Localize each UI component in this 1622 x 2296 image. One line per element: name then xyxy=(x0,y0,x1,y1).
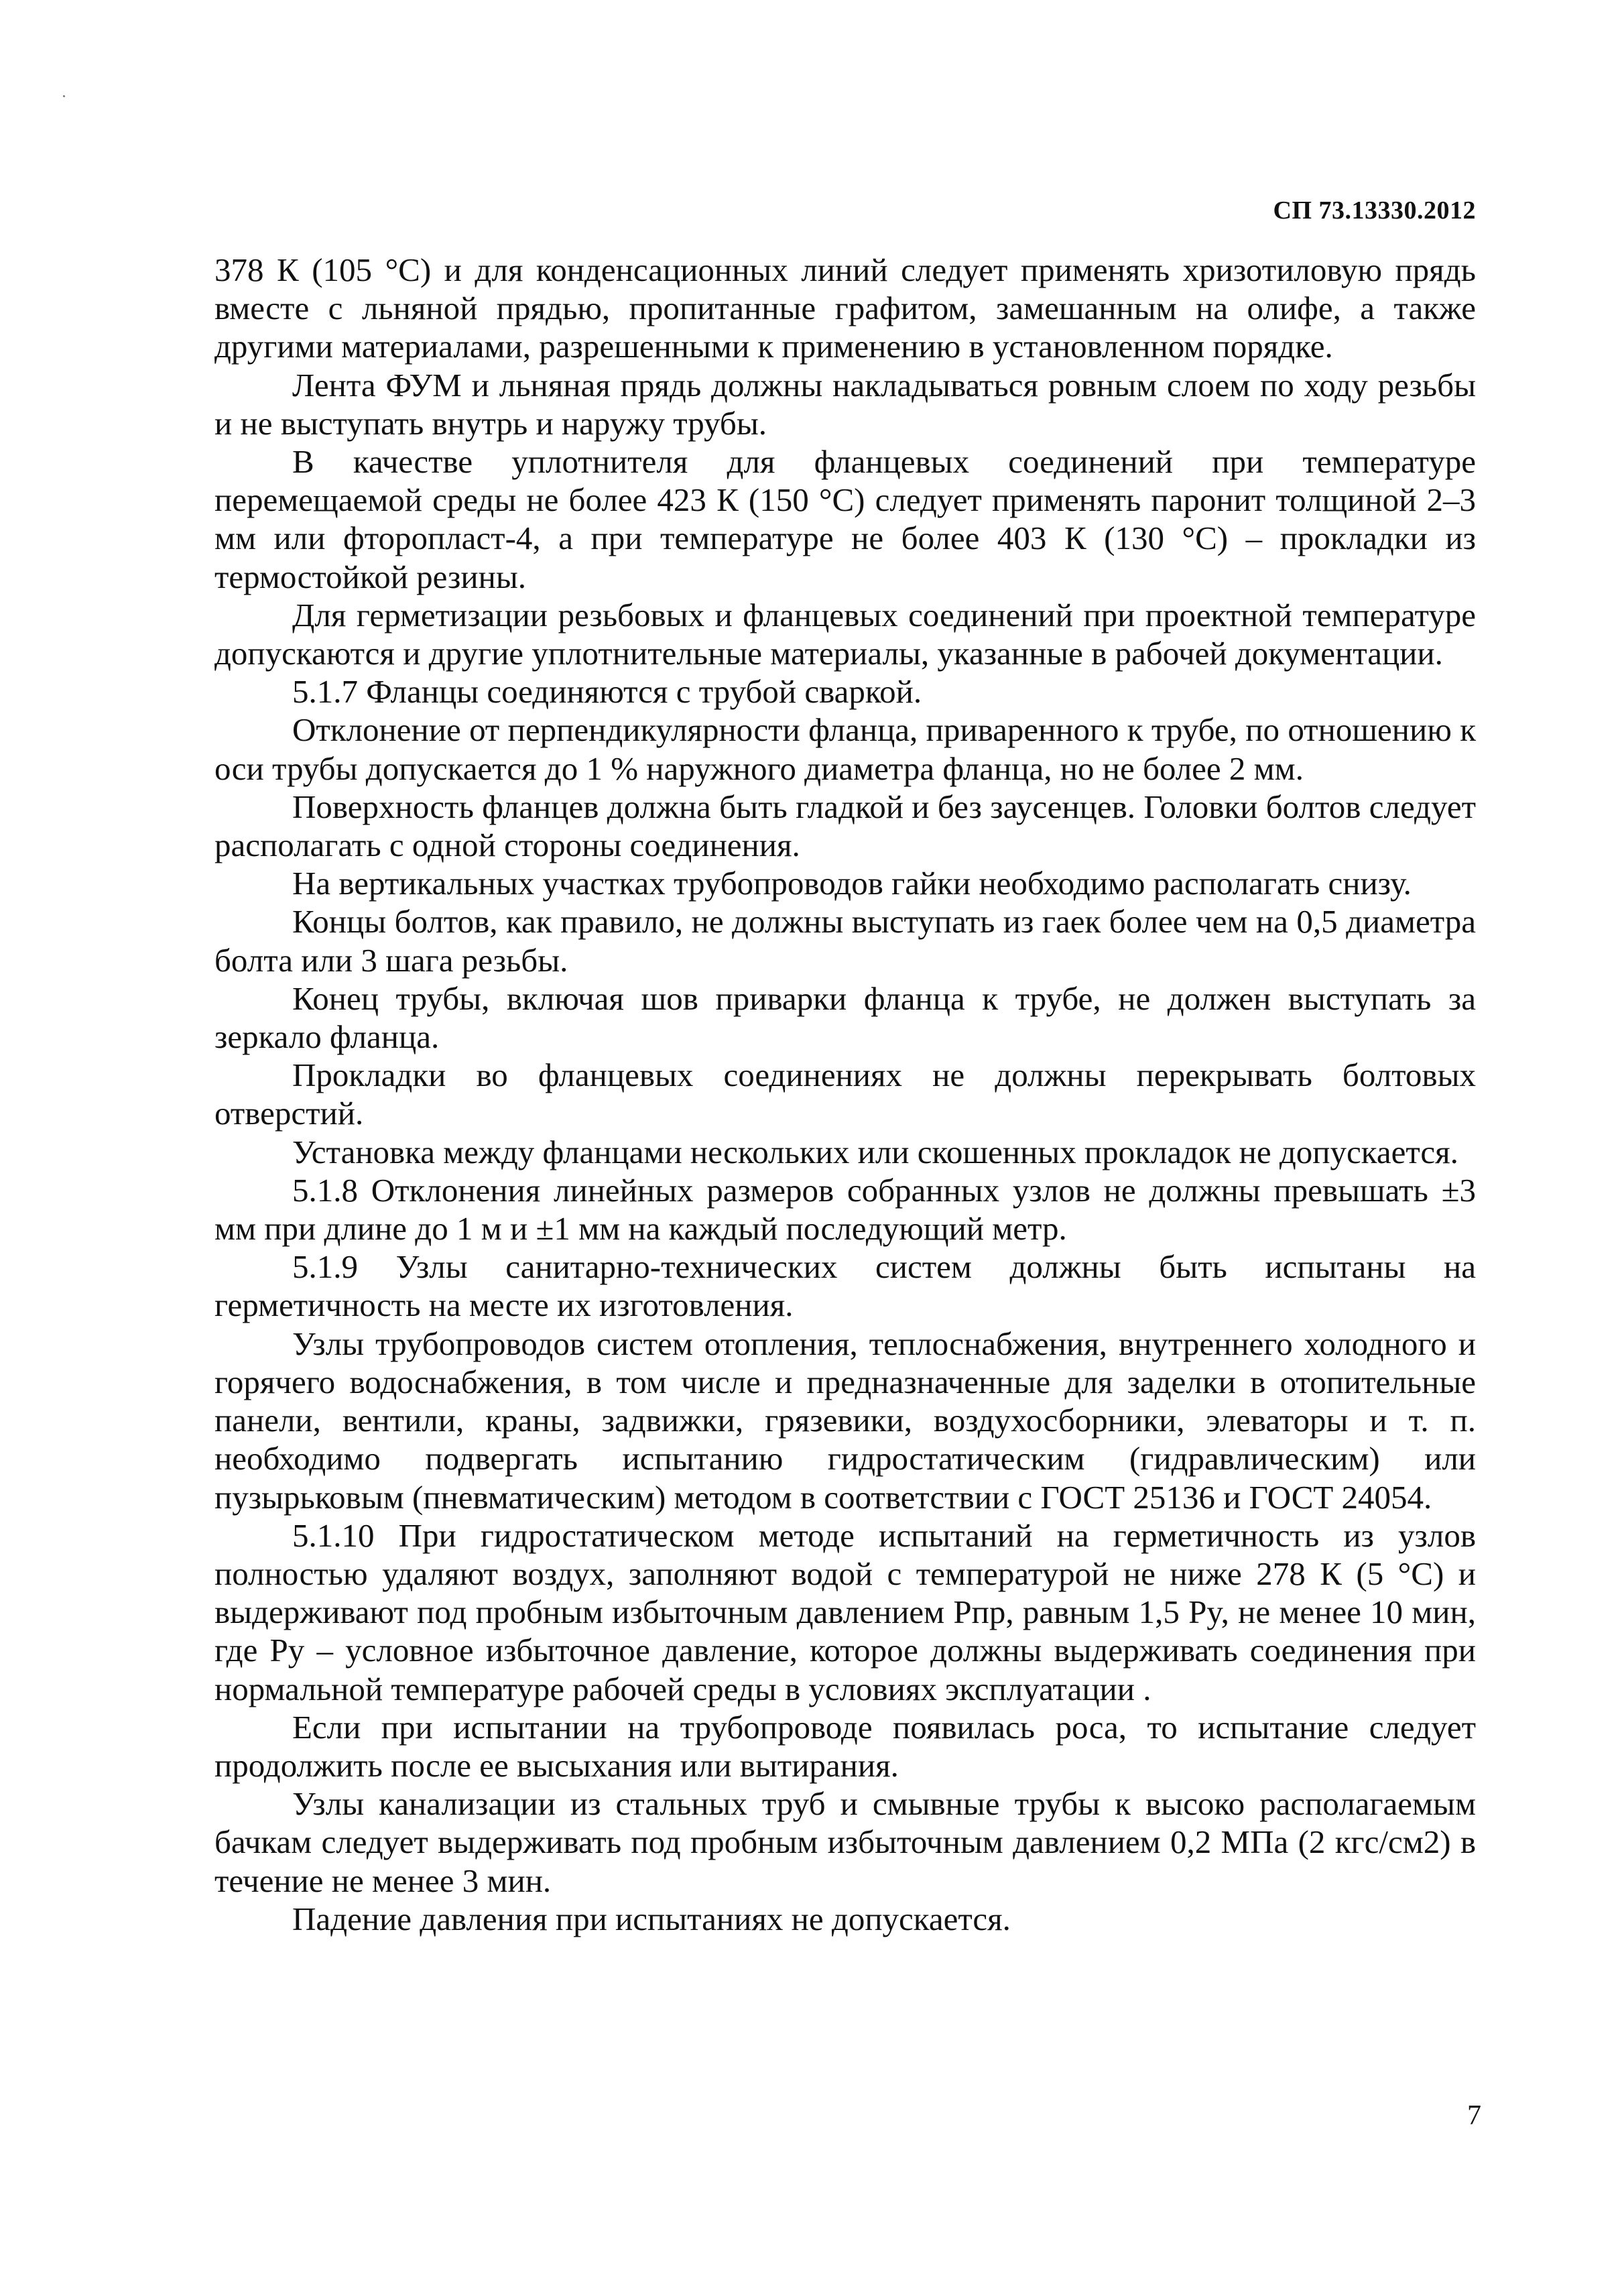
paragraph-pipeline-assemblies: Узлы трубопроводов систем отопления, теплоснабжения, внутреннего холодного и горячего водоснабжения, в том числе и предназначенные для заделки в отопительные панели, вентили, краны, задвижки, грязевики, воздухосборники, элеваторы и т. п. необходимо подвергать испытанию гидростатическим (гидравлическим) или пузырьковым (пневматическим) методом в соответствии с ГОСТ 25136 и ГОСТ 24054. xyxy=(214,1325,1476,1516)
paragraph-sewer-assemblies: Узлы канализации из стальных труб и смывные трубы к высоко располагаемым бачкам следует выдерживать под пробным избыточным давлением 0,2 МПа (2 кгс/см2) в течение не менее 3 мин. xyxy=(214,1785,1476,1899)
paragraph-fum-tape: Лента ФУМ и льняная прядь должны накладываться ровным слоем по ходу резьбы и не выступать внутрь и наружу трубы. xyxy=(214,366,1476,442)
paragraph-multiple-gaskets: Установка между фланцами нескольких или скошенных прокладок не допускается. xyxy=(292,1133,1458,1170)
document-body xyxy=(214,251,1476,1938)
paragraph-sealing-materials: Для герметизации резьбовых и фланцевых соединений при проектной температуре допускаются и другие уплотнительные материалы, указанные в рабочей документации. xyxy=(214,596,1476,672)
paragraph-continuation: 378 К (105 °С) и для конденсационных линий следует применять хризотиловую прядь вместе с льняной прядью, пропитанные графитом, замешанным на олифе, а также другими материалами, разрешенными к применению в установленном порядке. xyxy=(214,251,1476,365)
paragraph-bolt-ends: Концы болтов, как правило, не должны выступать из гаек более чем на 0,5 диаметра болта или 3 шага резьбы. xyxy=(214,903,1476,979)
paragraph-flange-deviation: Отклонение от перпендикулярности фланца, приваренного к трубе, по отношению к оси трубы допускается до 1 % наружного диаметра фланца, но не более 2 мм. xyxy=(214,711,1476,787)
paragraph-pressure-drop: Падение давления при испытаниях не допускается. xyxy=(292,1900,1011,1937)
paragraph-dew: Если при испытании на трубопроводе появилась роса, то испытание следует продолжить после ее высыхания или вытирания. xyxy=(214,1708,1476,1784)
paragraph-pipe-end: Конец трубы, включая шов приварки фланца к трубе, не должен выступать за зеркало фланца. xyxy=(214,979,1476,1056)
paragraph-5-1-8: 5.1.8 Отклонения линейных размеров собранных узлов не должны превышать ±3 мм при длине до 1 м и ±1 мм на каждый последующий метр. xyxy=(214,1171,1476,1248)
paragraph-5-1-10: 5.1.10 При гидростатическом методе испытаний на герметичность из узлов полностью удаляют воздух, заполняют водой с температурой не ниже 278 К (5 °С) и выдерживают под пробным избыточным давлением Pпр, равным 1,5 Py, не менее 10 мин, где Py – условное избыточное давление, которое должны выдерживать соединения при нормальной температуре рабочей среды в условиях эксплуатации . xyxy=(214,1516,1476,1707)
paragraph-gaskets: Прокладки во фланцевых соединениях не должны перекрывать болтовых отверстий. xyxy=(214,1056,1476,1132)
paragraph-flange-seal: В качестве уплотнителя для фланцевых соединений при температуре перемещаемой среды не более 423 К (150 °С) следует применять паронит толщиной 2–3 мм или фторопласт-4, а при температуре не более 403 К (130 °С) – прокладки из термостойкой резины. xyxy=(214,443,1476,595)
paragraph-5-1-9: 5.1.9 Узлы санитарно-технических систем должны быть испытаны на герметичность на месте их изготовления. xyxy=(214,1248,1476,1324)
scan-speck xyxy=(63,95,65,97)
page-number: 7 xyxy=(1467,2100,1481,2131)
paragraph-flange-surface: Поверхность фланцев должна быть гладкой и без заусенцев. Головки болтов следует располагать с одной стороны соединения. xyxy=(214,788,1476,864)
paragraph-5-1-7: 5.1.7 Фланцы соединяются с трубой сваркой. xyxy=(292,673,922,711)
paragraph-vertical-nuts: На вертикальных участках трубопроводов гайки необходимо располагать снизу. xyxy=(292,865,1412,902)
document-code-header: СП 73.13330.2012 xyxy=(1273,196,1476,225)
